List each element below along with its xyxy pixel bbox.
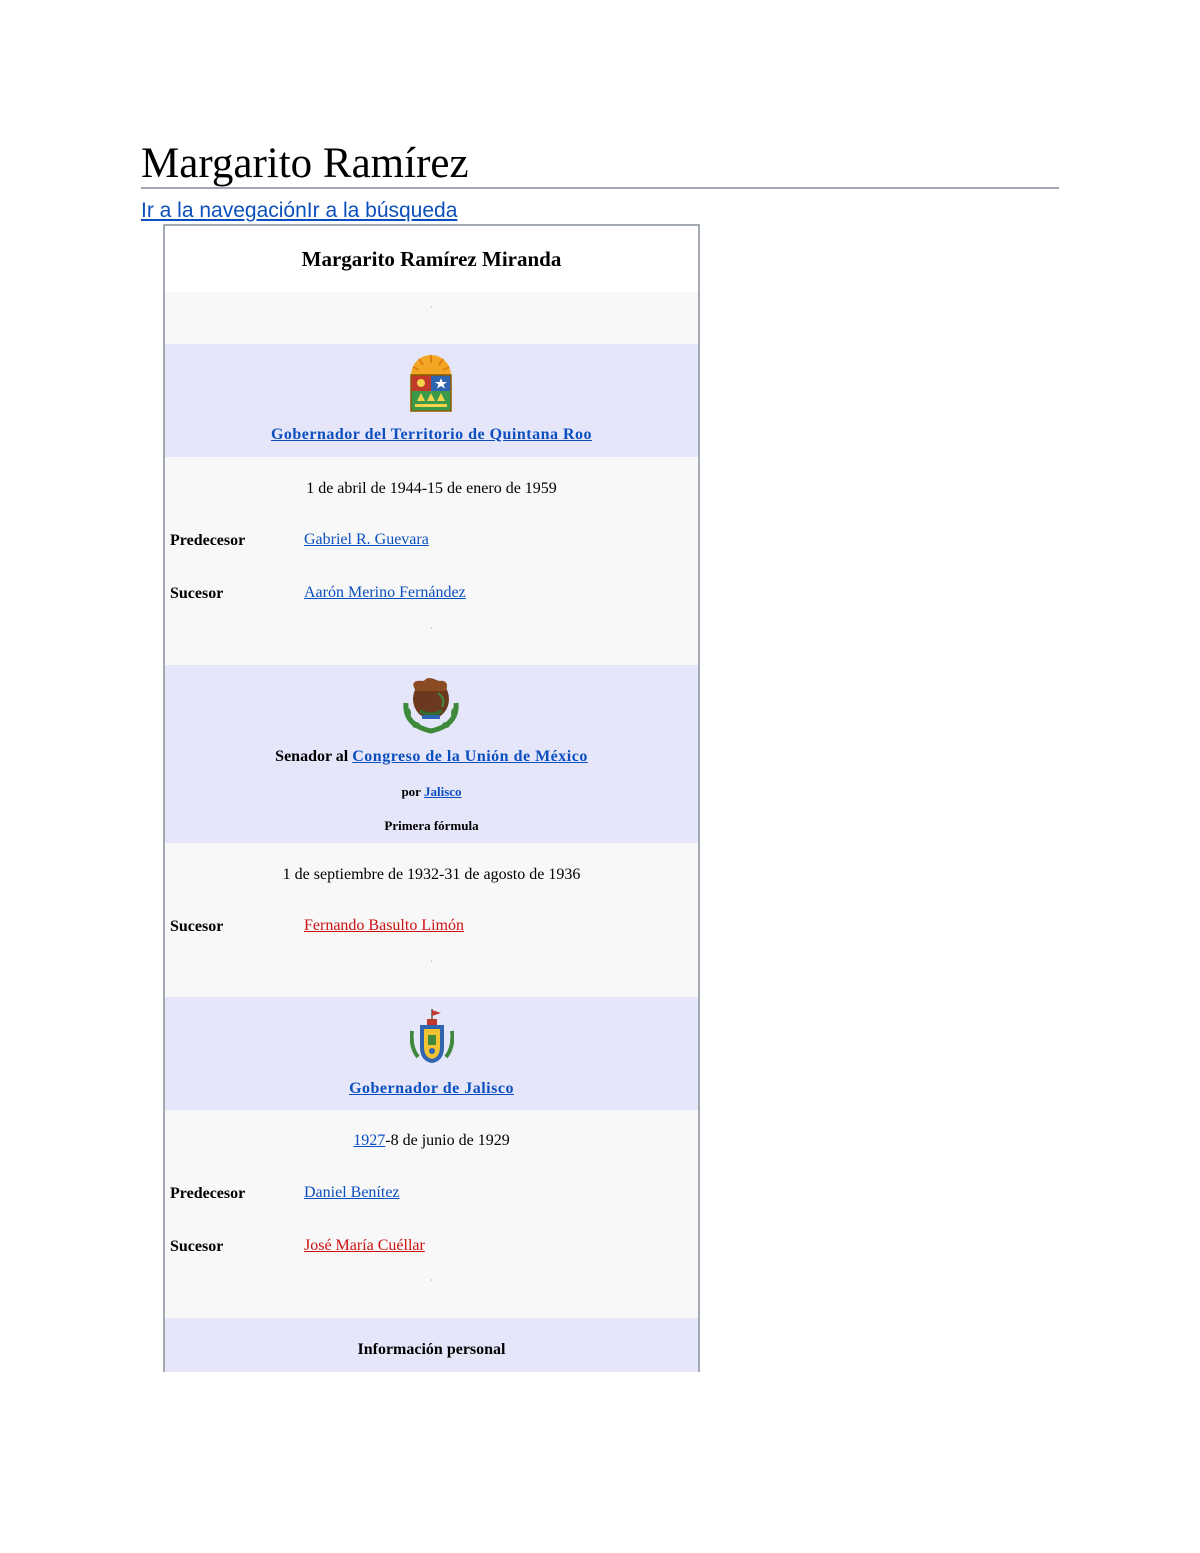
successor-link[interactable]: Fernando Basulto Limón [304,917,464,934]
office-details-senate [165,843,698,997]
office-title-row [165,1080,698,1098]
office-header-senate [165,665,698,843]
office-dates: 1 de septiembre de 1932-31 de agosto de 1936 [282,866,581,883]
predecessor-label: Predecesor [170,1185,246,1202]
separator: · [430,303,433,312]
formula-label: Primera fórmula [384,818,479,833]
office-dates [165,1131,698,1151]
por-label: por [401,784,421,799]
predecessor-link[interactable]: Gabriel R. Guevara [304,531,429,548]
personal-info-title: Información personal [357,1341,506,1358]
jalisco-link[interactable]: Jalisco [423,784,462,799]
separator: · [430,957,433,966]
predecessor-label: Predecesor [170,532,246,549]
office-title-row [165,748,698,766]
office-subtitle-row [165,784,698,800]
office-header-jalisco [165,997,698,1110]
mexico-coat-of-arms-icon [398,673,464,735]
successor-link[interactable]: José María Cuéllar [304,1237,425,1254]
infobox-header [165,226,698,292]
page-title: Margarito Ramírez [141,140,469,187]
office-title-row [165,426,698,444]
office-title-link[interactable]: Congreso de la Unión de México [352,748,588,765]
jump-to-navigation-link[interactable]: Ir a la navegación [141,199,307,222]
office-title-link[interactable]: Gobernador del Territorio de Quintana Roo [270,426,593,443]
infobox-name: Margarito Ramírez Miranda [301,247,562,271]
jalisco-coat-of-arms-icon [410,1007,454,1067]
jump-links [141,198,457,224]
separator: · [430,624,433,633]
successor-label: Sucesor [170,918,224,935]
successor-link[interactable]: Aarón Merino Fernández [304,584,466,601]
office-details-quintana-roo [165,457,698,665]
office-dates: 1 de abril de 1944-15 de enero de 1959 [306,480,557,497]
separator: · [430,1276,433,1285]
office-title-link[interactable]: Gobernador de Jalisco [349,1080,514,1097]
office-header-quintana-roo [165,344,698,457]
infobox [163,224,700,1372]
office-dates-rest: -8 de junio de 1929 [385,1132,510,1149]
office-details-jalisco [165,1110,698,1318]
jump-to-search-link[interactable]: Ir a la búsqueda [306,199,458,222]
successor-label: Sucesor [170,585,224,602]
title-divider [141,187,1059,189]
personal-info-header [165,1318,698,1372]
quintana-roo-coat-of-arms-icon [407,353,455,415]
predecessor-link[interactable]: Daniel Benítez [304,1184,400,1201]
year-1927-link[interactable]: 1927 [353,1132,386,1149]
successor-label: Sucesor [170,1238,224,1255]
office-title-prefix: Senador al [275,748,349,765]
infobox-image-row [165,292,698,344]
